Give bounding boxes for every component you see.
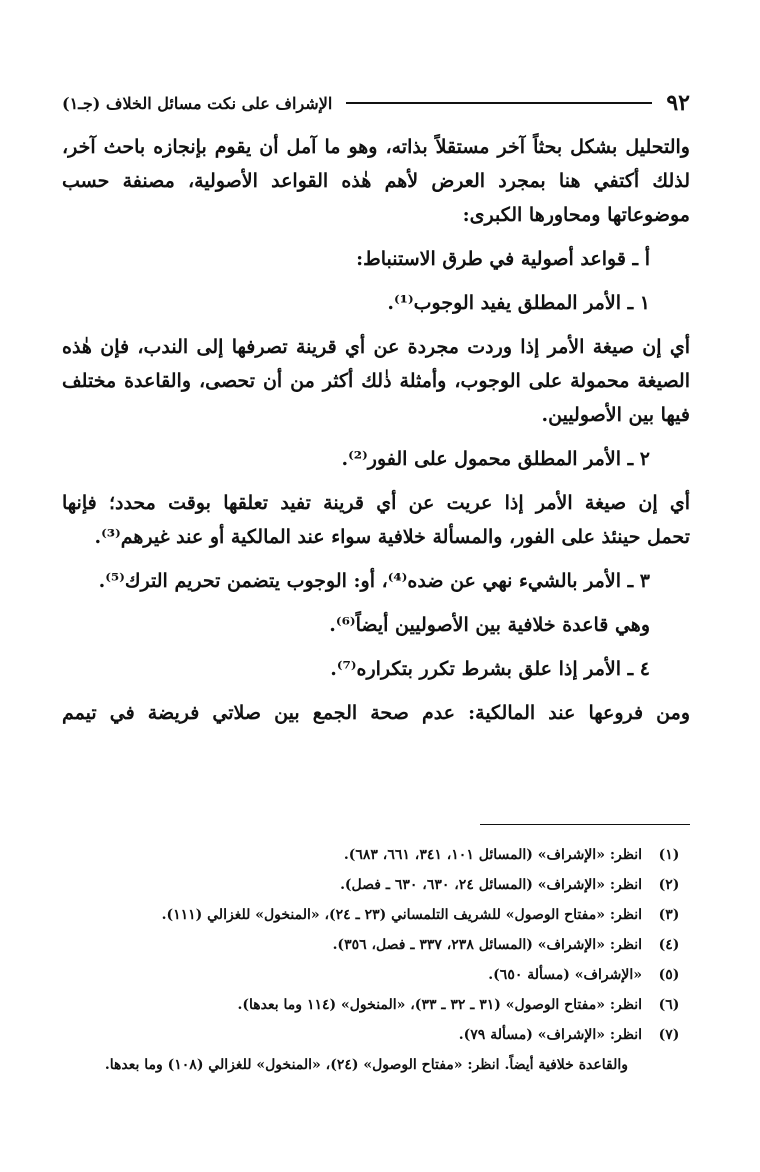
section-heading: أ ـ قواعد أصولية في طرق الاستنباط:	[356, 248, 650, 270]
footnote-text: انظر: «مفتاح الوصول» (٣١ ـ ٣٢ ـ ٣٣)، «المنخول» (١١٤ وما بعدها).	[237, 997, 642, 1013]
footnote	[62, 1020, 690, 1050]
paragraph-line: أي إن صيغة الأمر إذا عريت عن أي قرينة تفيد تعلقها بوقت محدد؛ فإنها	[62, 492, 690, 514]
rule-note: وهي قاعدة خلافية بين الأصوليين أيضاً⁽⁶⁾.	[329, 614, 650, 636]
footnote-text: انظر: «الإشراف» (المسائل ٢٣٨، ٣٣٧ ـ فصل، ٣٥٦).	[332, 937, 642, 953]
footnote-number: (٦)	[658, 997, 680, 1013]
footnote-separator	[480, 824, 690, 825]
footnote-number: (٧)	[658, 1027, 680, 1043]
footnote-text: انظر: «الإشراف» (مسألة ٧٩).	[458, 1027, 642, 1043]
paragraph-line: تحمل حينئذ على الفور، والمسألة خلافية سواء عند المالكية أو عند غيرهم⁽³⁾.	[94, 526, 690, 548]
footnote-number: (٢)	[658, 877, 680, 893]
footnote	[62, 930, 690, 960]
paragraph-line: والتحليل بشكل بحثاً آخر مستقلاً بذاته، وهو ما آمل أن يقوم بإنجازه باحث آخر،	[62, 136, 690, 158]
footnote	[62, 840, 690, 870]
footnote	[62, 900, 690, 930]
running-title: الإشراف على نكت مسائل الخلاف (جـ١)	[62, 93, 333, 113]
header-rule	[346, 102, 652, 104]
footnote-text: انظر: «الإشراف» (المسائل ٢٤، ٦٣٠، ٦٣٠ ـ فصل).	[340, 877, 642, 893]
paragraph-line: أي إن صيغة الأمر إذا وردت مجردة عن أي قرينة تصرفها إلى الندب، فإن هٰذه	[62, 336, 690, 358]
footnote-number: (٥)	[658, 967, 680, 983]
footnote-number: (٤)	[658, 937, 680, 953]
paragraph-line: ومن فروعها عند المالكية: عدم صحة الجمع بين صلاتي فريضة في تيمم	[62, 702, 690, 724]
footnote-continuation: والقاعدة خلافية أيضاً. انظر: «مفتاح الوصول» (٢٤)، «المنخول» للغزالي (١٠٨) وما بعدها.	[104, 1057, 628, 1073]
rule-heading: ٤ ـ الأمر إذا علق بشرط تكرر بتكراره⁽⁷⁾.	[330, 658, 650, 680]
rule-heading: ٢ ـ الأمر المطلق محمول على الفور⁽²⁾.	[341, 448, 650, 470]
main-text	[62, 130, 690, 730]
paragraph-line: الصيغة محمولة على الوجوب، وأمثلة ذٰلك أكثر من أن تحصى، والقاعدة مختلف	[62, 370, 690, 392]
paragraph-line: موضوعاتها ومحاورها الكبرى:	[462, 204, 690, 226]
footnote	[62, 870, 690, 900]
footnote-text: انظر: «مفتاح الوصول» للشريف التلمساني (٢٣ ـ ٢٤)، «المنخول» للغزالي (١١١).	[161, 907, 642, 923]
page-number: ٩٢	[666, 90, 690, 116]
footnote	[62, 960, 690, 990]
footnote-number: (٣)	[658, 907, 680, 923]
footnotes	[62, 840, 690, 1080]
paragraph-line: لذلك أكتفي هنا بمجرد العرض لأهم هٰذه القواعد الأصولية، مصنفة حسب	[62, 170, 690, 192]
footnote	[62, 990, 690, 1020]
running-header	[62, 88, 690, 118]
footnote-text: «الإشراف» (مسألة ٦٥٠).	[488, 967, 642, 983]
footnote-number: (١)	[658, 847, 680, 863]
paragraph-line: فيها بين الأصوليين.	[541, 404, 690, 426]
rule-heading: ١ ـ الأمر المطلق يفيد الوجوب⁽¹⁾.	[387, 292, 650, 314]
footnote-text: انظر: «الإشراف» (المسائل ١٠١، ٣٤١، ٦٦١، ٦٨٣).	[343, 847, 642, 863]
rule-heading: ٣ ـ الأمر بالشيء نهي عن ضده⁽⁴⁾، أو: الوجوب يتضمن تحريم الترك⁽⁵⁾.	[98, 570, 650, 592]
